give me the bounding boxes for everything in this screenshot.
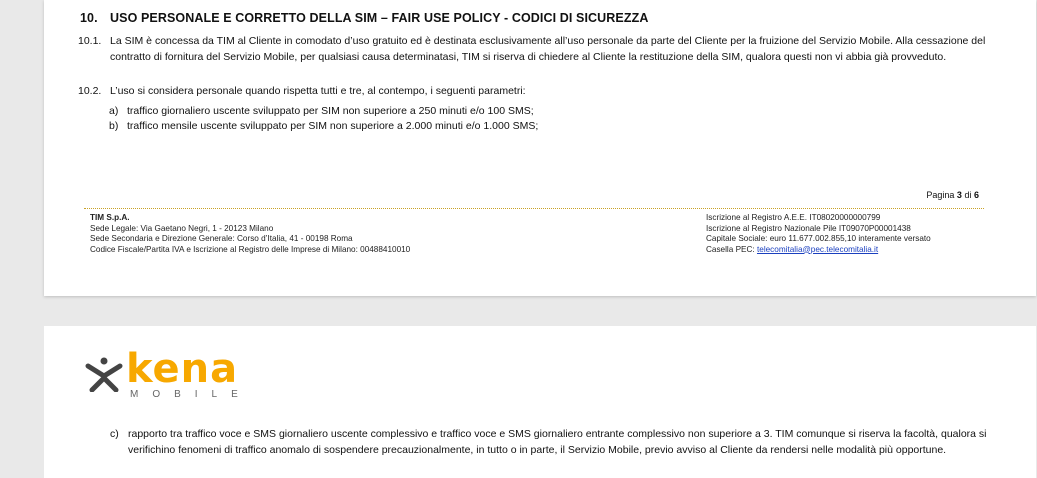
page-number-total: 6 [973, 190, 979, 200]
list-item-c [110, 426, 1010, 458]
paragraph-number: 10.2. [78, 85, 102, 97]
section-title [80, 11, 648, 25]
footer-line: Iscrizione al Registro A.E.E. IT08020000000799 [706, 213, 881, 222]
logo-wordmark: kena [126, 346, 239, 392]
list-item-text: traffico giornaliero uscente sviluppato per SIM non superiore a 250 minuti e/o 100 SMS; [127, 105, 534, 117]
footer-line: Capitale Sociale: euro 11.677.002.855,10 interamente versato [706, 234, 931, 243]
page-number-sep: di [964, 190, 972, 200]
page-number-prefix: Pagina [926, 190, 955, 200]
list-item-a [109, 104, 534, 119]
kena-mobile-logo [84, 346, 259, 402]
list-item-text: traffico mensile uscente sviluppato per SIM non superiore a 2.000 minuti e/o 1.000 SMS; [127, 120, 539, 132]
footer-company-name: TIM S.p.A. [90, 213, 130, 222]
page-number [926, 190, 979, 200]
footer-divider [84, 208, 984, 209]
document-page-3 [44, 0, 1036, 296]
footer-company-info [90, 213, 410, 255]
paragraph-10-2 [78, 84, 1023, 100]
pec-label: Casella PEC: [706, 244, 755, 254]
paragraph-text: L’uso si considera personale quando rispetta tutti e tre, al contempo, i seguenti parametri: [110, 85, 526, 97]
list-item-label: a) [109, 105, 119, 117]
footer-line: Sede Legale: Via Gaetano Negri, 1 - 20123 Milano [90, 223, 274, 233]
kena-figure-icon [84, 356, 124, 392]
pec-email-link[interactable]: telecomitalia@pec.telecomitalia.it [756, 244, 879, 254]
list-item-label: c) [110, 428, 119, 440]
list-item-text: rapporto tra traffico voce e SMS giornaliero uscente complessivo e traffico voce e SMS giornaliero entrante complessivo non superiore a 3. TIM comunque si riserva la facoltà, qualora si verifichino fenomeni di traffico anomalo di sospendere precauzionalmente, in tutto o in parte, il Servizio Mobile, previo avviso al Cliente da rendersi nelle modalità più opportune. [128, 428, 987, 456]
footer-line: Codice Fiscale/Partita IVA e Iscrizione al Registro delle Imprese di Milano: 00488410010 [90, 244, 411, 254]
list-item-b [109, 119, 538, 134]
footer-line: Sede Secondaria e Direzione Generale: Corso d’Italia, 41 - 00198 Roma [90, 234, 353, 243]
logo-subtitle: MOBILE [130, 389, 252, 400]
footer-pec [706, 245, 931, 256]
page-number-current: 3 [956, 190, 962, 200]
section-number: 10. [80, 11, 98, 25]
footer-line: Iscrizione al Registro Nazionale Pile IT09070P00001438 [706, 223, 911, 233]
paragraph-number: 10.1. [78, 35, 102, 47]
paragraph-text: La SIM è concessa da TIM al Cliente in comodato d’uso gratuito ed è destinata esclusivamente all’uso personale da parte del Cliente per la fruizione del Servizio Mobile. Alla cessazione del contratto di fornitura del Servizio Mobile, per qualsiasi causa determinatasi, TIM si riserva di chiedere al Cliente la restituzione della SIM, qualora questi non vi abbia già provveduto. [110, 35, 986, 63]
list-item-label: b) [109, 120, 119, 132]
footer-registry-info [706, 213, 931, 255]
paragraph-10-1 [78, 34, 1023, 65]
section-title-text: USO PERSONALE E CORRETTO DELLA SIM – FAIR USE POLICY - CODICI DI SICUREZZA [110, 11, 649, 25]
document-page-4 [44, 326, 1036, 478]
